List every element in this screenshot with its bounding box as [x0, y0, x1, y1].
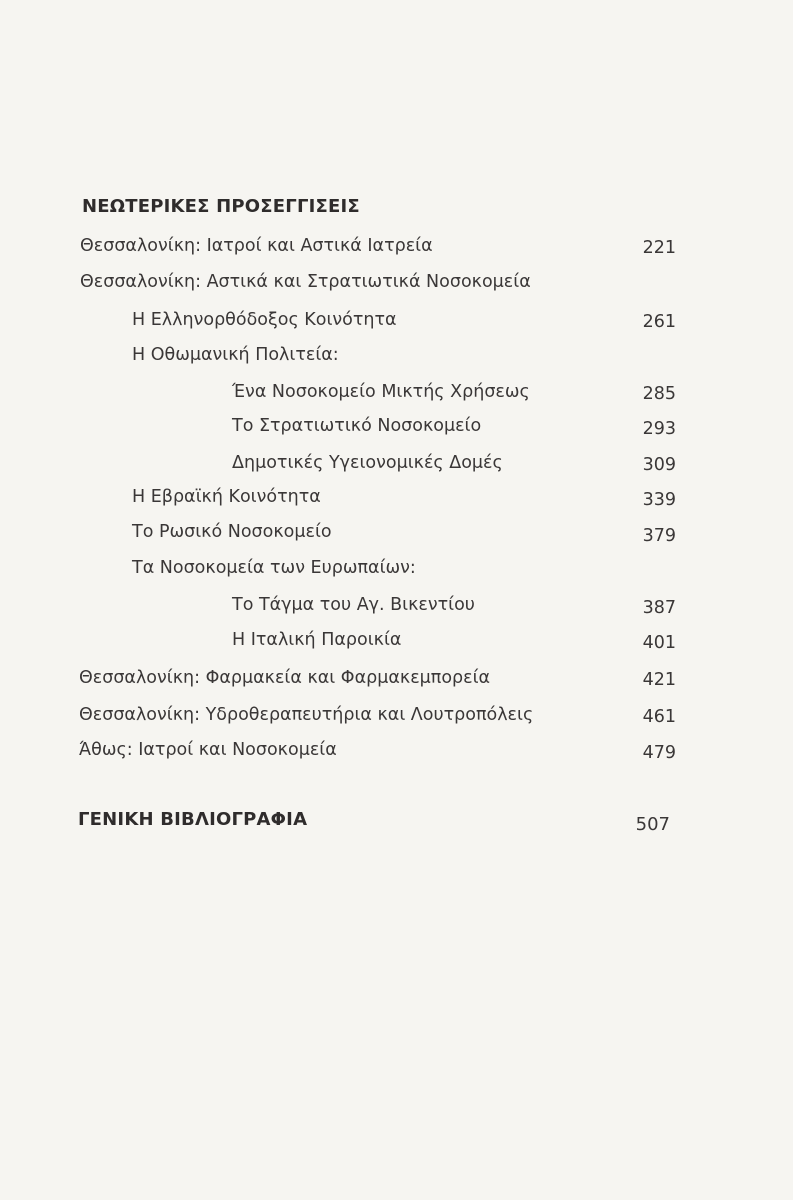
toc-entry-page: 479: [642, 743, 676, 763]
bibliography-page: 507: [635, 814, 670, 835]
toc-entry-title: Η Εβραϊκή Κοινότητα: [132, 487, 321, 507]
toc-entry-page: 221: [642, 238, 676, 258]
toc-entry-title: Το Ρωσικό Νοσοκομείο: [132, 522, 332, 542]
toc-entry-title: Θεσσαλονίκη: Αστικά και Στρατιωτικά Νοσοκομεία: [80, 272, 531, 292]
toc-entry-title: Το Στρατιωτικό Νοσοκομείο: [232, 416, 482, 436]
toc-entry-title: Θεσσαλονίκη: Ιατροί και Αστικά Ιατρεία: [80, 236, 433, 256]
toc-entry-page: 379: [642, 526, 676, 546]
toc-entry-page: 387: [642, 598, 676, 618]
toc-entry-title: Δημοτικές Υγειονομικές Δομές: [232, 453, 503, 473]
toc-entry-title: Η Ελληνορθόδοξος Κοινότητα: [132, 310, 397, 330]
toc-entry-page: 339: [642, 490, 676, 510]
toc-entry-page: 285: [642, 384, 676, 404]
toc-entry-page: 421: [642, 670, 676, 690]
toc-entry-title: Θεσσαλονίκη: Φαρμακεία και Φαρμακεμπορεία: [79, 668, 491, 688]
toc-entry-title: Ένα Νοσοκομείο Μικτής Χρήσεως: [232, 382, 530, 402]
toc-entry-title: Άθως: Ιατροί και Νοσοκομεία: [79, 740, 337, 760]
section-heading-general-bibliography: ΓΕΝΙΚΗ ΒΙΒΛΙΟΓΡΑΦΙΑ: [78, 809, 308, 830]
toc-entry-page: 293: [642, 419, 676, 439]
toc-entry-title: Η Οθωμανική Πολιτεία:: [132, 345, 339, 365]
toc-entry-page: 401: [642, 633, 676, 653]
toc-entry-title: Η Ιταλική Παροικία: [232, 630, 402, 650]
section-heading-modern-approaches: ΝΕΩΤΕΡΙΚΕΣ ΠΡΟΣΕΓΓΙΣΕΙΣ: [82, 196, 360, 217]
toc-entry-page: 309: [642, 455, 676, 475]
toc-entry-title: Το Τάγμα του Αγ. Βικεντίου: [232, 595, 475, 615]
toc-entry-title: Τα Νοσοκομεία των Ευρωπαίων:: [132, 558, 416, 578]
toc-entry-page: 261: [642, 312, 676, 332]
toc-entry-title: Θεσσαλονίκη: Υδροθεραπευτήρια και Λουτροπόλεις: [79, 705, 534, 725]
toc-entry-page: 461: [642, 707, 676, 727]
